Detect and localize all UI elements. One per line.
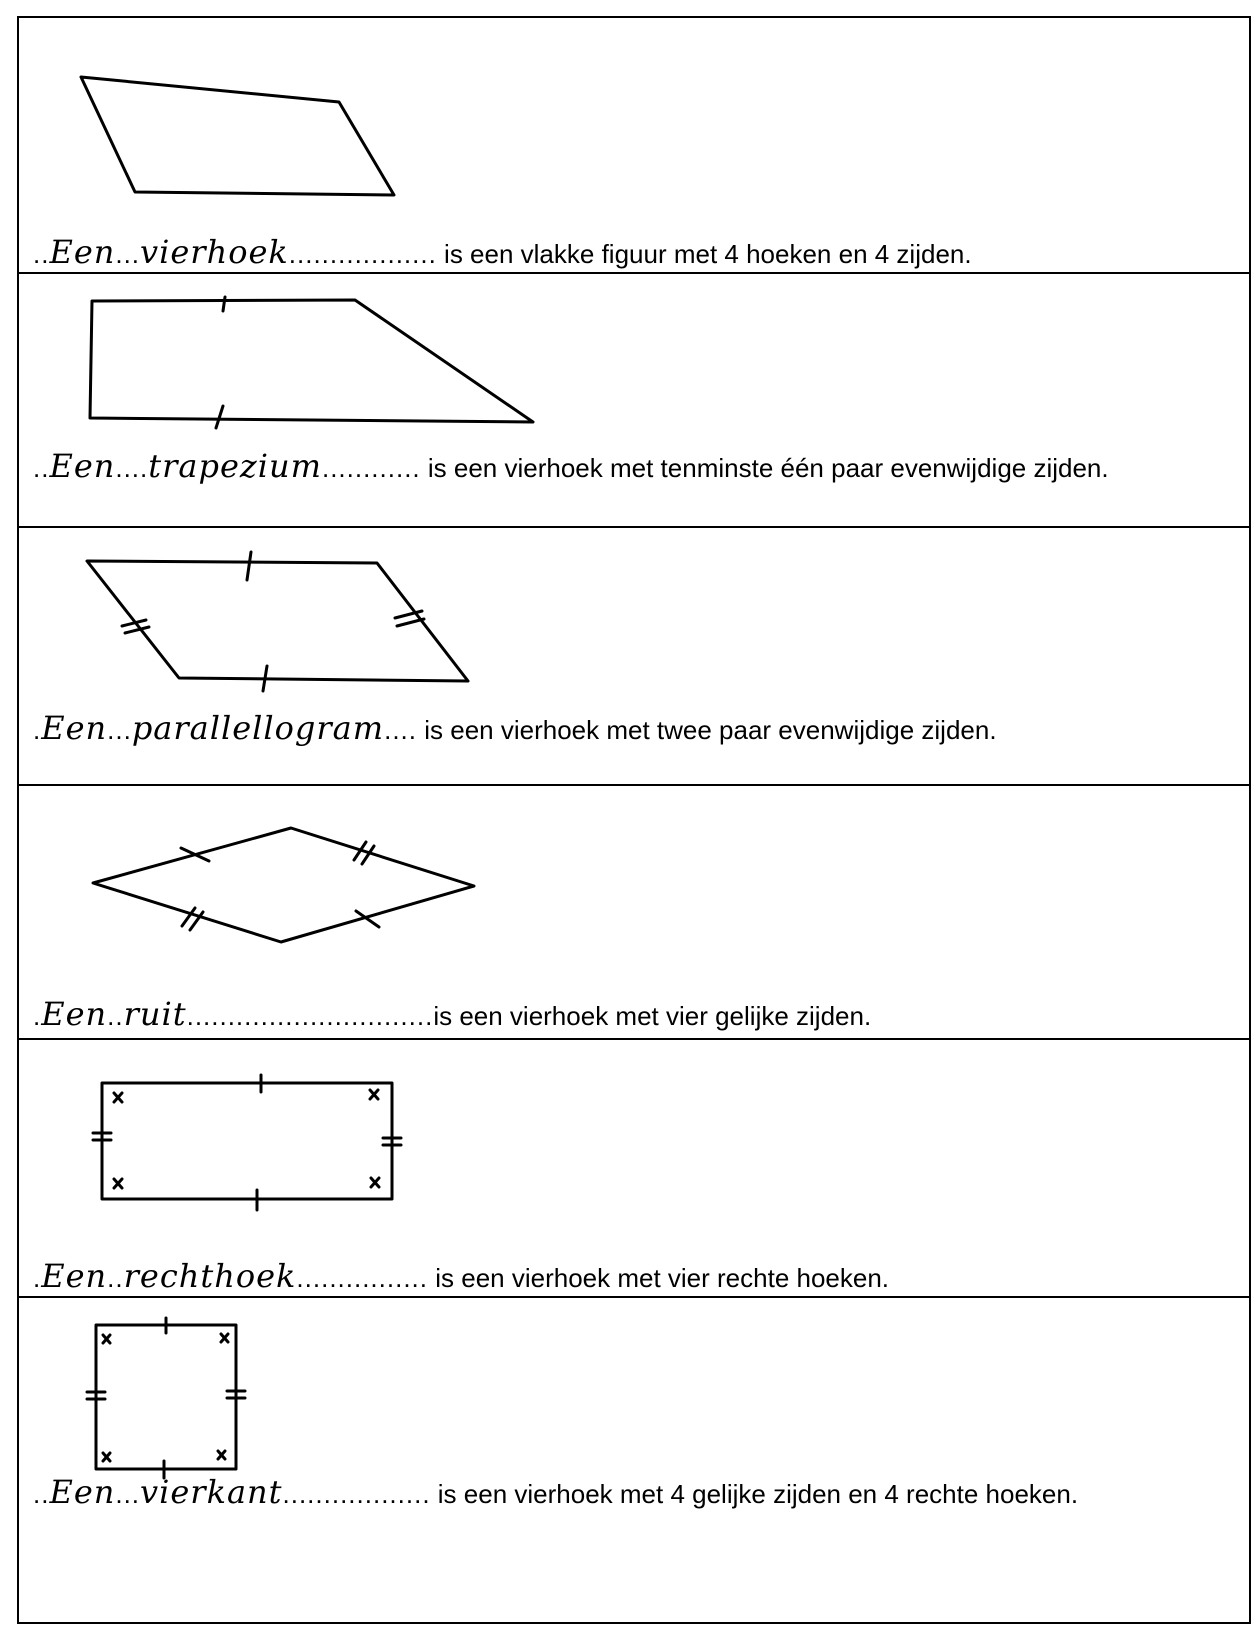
- handwritten-term: ruit: [123, 995, 187, 1033]
- rectangle-figure: [19, 1040, 479, 1240]
- handwritten-article: Een: [41, 709, 108, 747]
- definition-text: is een vierhoek met vier gelijke zijden.: [433, 1001, 872, 1031]
- handwritten-term: vierhoek: [140, 233, 289, 271]
- parallelogram-figure: [19, 528, 519, 728]
- row-vierkant: [19, 1298, 1249, 1624]
- handwritten-article: Een: [49, 233, 116, 271]
- definition-text: is een vierhoek met 4 gelijke zijden en 4 rechte hoeken.: [437, 1479, 1079, 1509]
- handwritten-term: rechthoek: [123, 1257, 297, 1295]
- caption-vierkant: ..Een...vierkant.................. is een vierhoek met 4 gelijke zijden en 4 rechte hoeken.: [33, 1473, 1079, 1511]
- handwritten-article: Een: [49, 1473, 116, 1511]
- definition-text: is een vierhoek met twee paar evenwijdige zijden.: [424, 715, 997, 745]
- caption-rechthoek: .Een..rechthoek................ is een vierhoek met vier rechte hoeken.: [33, 1257, 890, 1295]
- handwritten-term: parallellogram: [131, 709, 385, 747]
- definition-text: is een vierhoek met tenminste één paar evenwijdige zijden.: [427, 453, 1109, 483]
- row-parallellogram: [19, 528, 1249, 786]
- row-trapezium: [19, 274, 1249, 528]
- handwritten-article: Een: [41, 1257, 108, 1295]
- row-vierhoek: [19, 18, 1249, 274]
- trapezium-figure: [19, 274, 579, 474]
- quadrilateral-figure: [19, 18, 519, 218]
- worksheet: [17, 16, 1251, 1624]
- caption-trapezium: ..Een....trapezium............ is een vierhoek met tenminste één paar evenwijdige zijden.: [33, 447, 1109, 485]
- handwritten-article: Een: [41, 995, 108, 1033]
- row-ruit: [19, 786, 1249, 1040]
- handwritten-term: vierkant: [140, 1473, 283, 1511]
- rhombus-figure: [19, 786, 519, 986]
- square-figure: [19, 1298, 319, 1498]
- definition-text: is een vlakke figuur met 4 hoeken en 4 zijden.: [444, 239, 972, 269]
- definition-text: is een vierhoek met vier rechte hoeken.: [435, 1263, 890, 1293]
- handwritten-article: Een: [49, 447, 116, 485]
- caption-ruit: .Een..ruit..............................is een vierhoek met vier gelijke zijden.: [33, 995, 872, 1033]
- caption-vierhoek: ..Een...vierhoek.................. is een vlakke figuur met 4 hoeken en 4 zijden.: [33, 233, 972, 271]
- row-rechthoek: [19, 1040, 1249, 1298]
- handwritten-term: trapezium: [148, 447, 322, 485]
- caption-parallellogram: .Een...parallellogram.... is een vierhoek met twee paar evenwijdige zijden.: [33, 709, 997, 747]
